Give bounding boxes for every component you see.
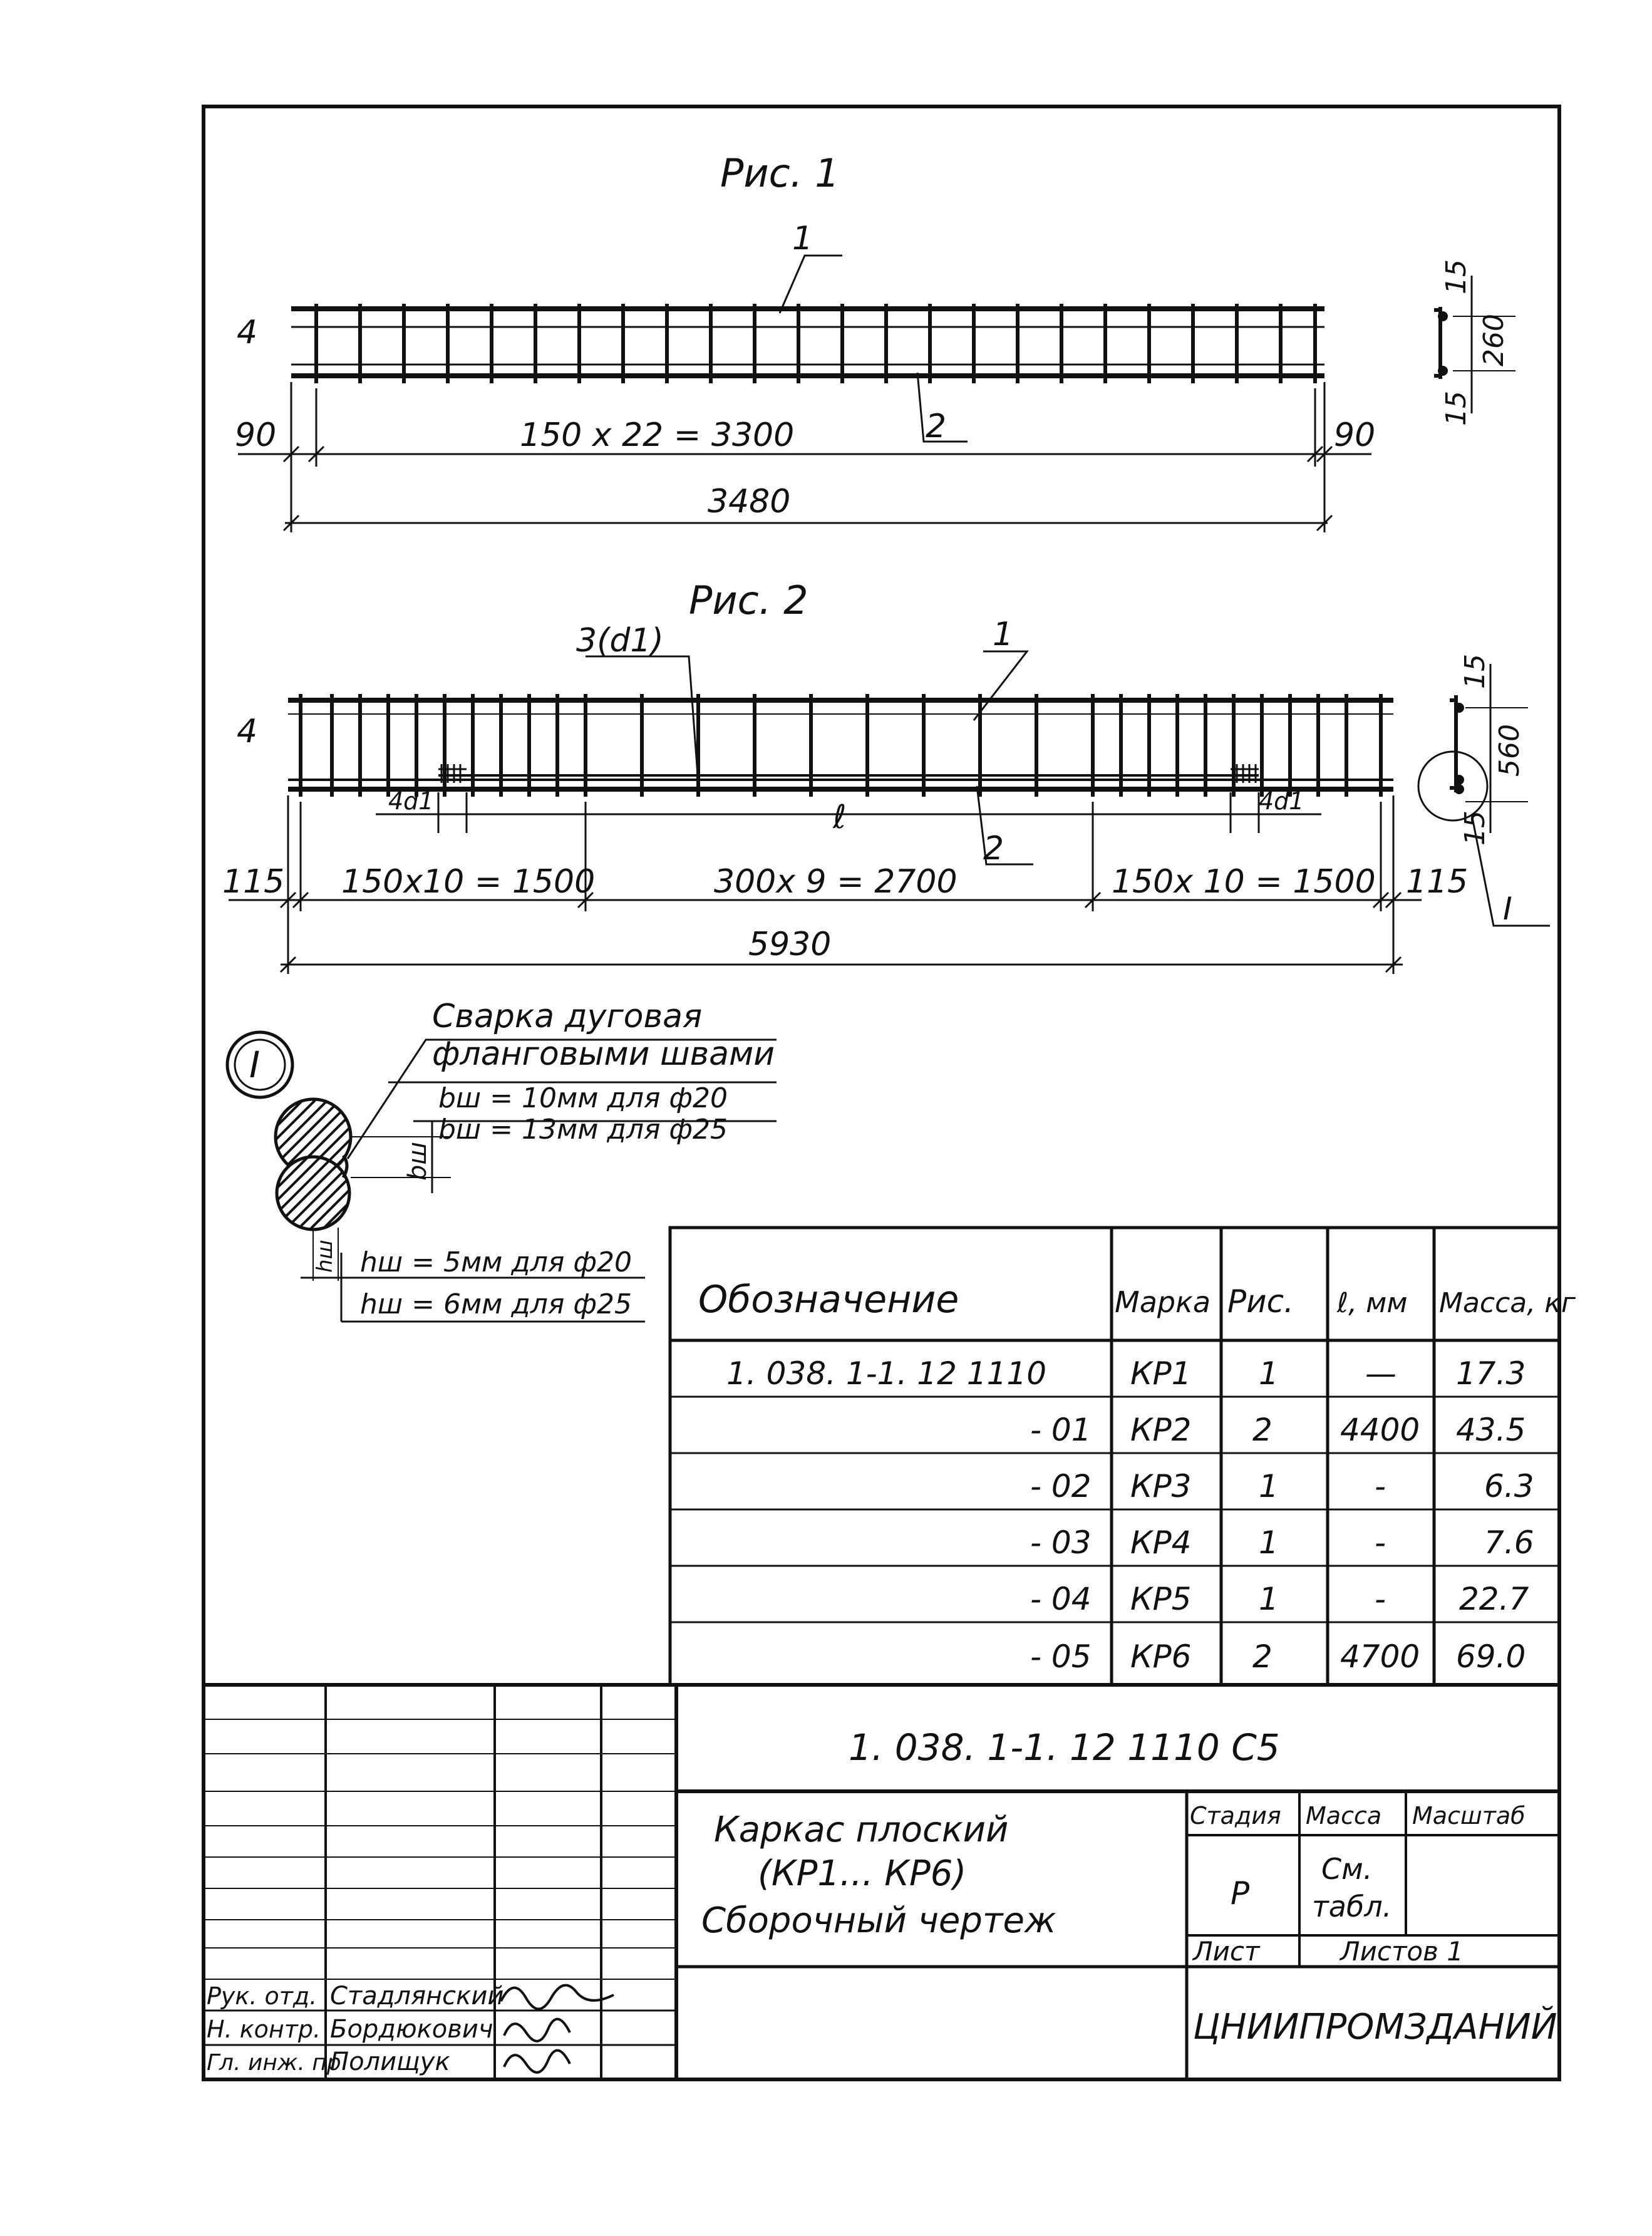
spec-table [670,1228,1576,1685]
stamp-stage-header: Стадия [1190,1802,1281,1830]
signature-2 [504,2019,570,2041]
stamp-sheets: Листов 1 [1340,1936,1464,1967]
spec-cell: КР2 [1130,1412,1192,1448]
spec-cell: КР6 [1130,1638,1192,1675]
stamp-name-person-1: Стадлянский [330,1982,504,2011]
stamp-name-person-3: Полищук [330,2047,450,2076]
stamp-mass-2: табл. [1312,1890,1392,1923]
fig2-dim-total: 5930 [748,926,832,963]
spec-cell: КР3 [1130,1468,1192,1504]
fig1-pos-2: 2 [926,408,947,445]
stamp-name-3: Сборочный чертеж [701,1900,1056,1941]
fig2-stirrups [301,694,1381,797]
spec-cell: - 05 [1030,1638,1092,1675]
fig1-sec-top: 15 [1440,259,1472,294]
spec-cell: - [1375,1468,1386,1504]
stamp-name-2: (КР1... КР6) [758,1853,967,1894]
fig1-title: Рис. 1 [720,150,840,196]
weld-note-1: Сварка дуговая [432,998,703,1035]
fig1-dim-mid: 150 x 22 = 3300 [520,417,795,454]
spec-cell: — [1365,1355,1396,1392]
fig2-dim-right: 115 [1406,863,1469,901]
title-block [204,1685,1559,2079]
spec-cell: 6.3 [1484,1468,1534,1504]
fig1-stirrups [316,304,1315,383]
weld-detail [227,998,777,1322]
fig2-title: Рис. 2 [689,577,808,623]
stamp-code: 1. 038. 1-1. 12 1110 С5 [849,1726,1280,1769]
figure-2 [222,577,1550,974]
fig2-sec-mid: 560 [1494,724,1526,777]
signature-3 [504,2051,570,2073]
fig2-lap-right: 4d1 [1259,787,1304,815]
weld-note-4: bш = 13мм для ф25 [438,1114,728,1146]
spec-cell: 4400 [1340,1412,1420,1448]
rebar-bottom-section [277,1157,349,1229]
stamp-sheet: Лист [1193,1936,1260,1967]
spec-cell: 1 [1259,1468,1279,1504]
fig2-pos-4: 4 [237,713,258,750]
spec-header-designation: Обозначение [698,1278,959,1322]
spec-cell: 1 [1259,1524,1279,1561]
fig1-sec-bot: 15 [1440,391,1472,426]
fig1-sec-mid: 260 [1478,314,1510,366]
weld-node-label: I [249,1043,261,1086]
spec-header-fig: Рис. [1227,1283,1294,1320]
spec-cell: КР1 [1130,1355,1192,1392]
spec-cell: КР5 [1130,1581,1192,1617]
stamp-org: ЦНИИПРОМЗДАНИЙ [1193,2007,1557,2047]
spec-header-length: ℓ, мм [1337,1287,1408,1319]
spec-cell: 69.0 [1456,1638,1526,1675]
fig1-pos-1: 1 [792,220,813,257]
spec-cell: 1 [1259,1355,1279,1392]
spec-cell: - [1375,1524,1386,1561]
fig2-pos-3: 3(d1) [576,622,664,660]
spec-cell: 2 [1252,1412,1273,1448]
weld-note-6: hш = 6мм для ф25 [360,1288,632,1320]
fig2-sec-bot: 15 [1459,810,1491,846]
weld-note-3: bш = 10мм для ф20 [438,1082,728,1114]
fig1-dimensions [238,382,1371,532]
fig2-dim-left: 115 [222,863,285,901]
figure-1 [235,150,1515,532]
stamp-scale-header: Масштаб [1412,1802,1526,1830]
spec-cell: КР4 [1130,1524,1192,1561]
spec-cell: 4700 [1340,1638,1420,1675]
fig2-pos-1: 1 [993,616,1014,653]
weld-bw-label: bш [403,1142,432,1181]
weld-hw-label: hш [312,1240,338,1273]
stamp-name-1: Каркас плоский [714,1809,1009,1850]
spec-header-mark: Марка [1115,1285,1211,1319]
stamp-mass-1: См. [1321,1852,1373,1886]
weld-note-5: hш = 5мм для ф20 [360,1246,632,1278]
fig2-lap-left: 4d1 [388,787,434,815]
weld-note-2: фланговыми швами [432,1035,775,1073]
signature-1 [501,1985,614,2009]
sheet-frame [204,106,1559,2079]
fig1-section [1434,259,1515,426]
spec-cell: - 02 [1030,1468,1092,1504]
fig1-dim-right: 90 [1334,417,1376,454]
fig2-dim-seg3: 150x 10 = 1500 [1112,863,1376,901]
stamp-role-2: Н. контр. [207,2016,321,2043]
stamp-stage: Р [1231,1875,1250,1912]
stamp-name-person-2: Бордюкович [330,2015,493,2044]
fig2-pos-2: 2 [983,830,1004,867]
fig2-length-l: ℓ [833,799,847,836]
spec-cell: 7.6 [1484,1524,1534,1561]
spec-cell: - 04 [1030,1581,1092,1617]
stamp-role-1: Рук. отд. [207,1982,317,2010]
fig1-dim-left: 90 [235,417,277,454]
spec-cell: 43.5 [1456,1412,1526,1448]
stamp-mass-header: Масса [1306,1802,1382,1830]
stamp-role-3: Гл. инж. пр. [207,2050,349,2076]
fig1-pos-4: 4 [237,314,258,351]
fig2-dim-seg1: 150x10 = 1500 [341,863,596,901]
spec-cell: 17.3 [1456,1355,1526,1392]
spec-cell: 1 [1259,1581,1279,1617]
fig1-leader-1 [780,256,842,313]
spec-cell: 22.7 [1459,1581,1529,1617]
fig2-dim-seg2: 300x 9 = 2700 [714,863,958,901]
fig2-node-label: I [1503,891,1512,927]
fig1-dim-total: 3480 [708,483,791,520]
spec-cell: - [1375,1581,1386,1617]
spec-header-mass: Масса, кг [1439,1287,1576,1319]
spec-cell: 2 [1252,1638,1273,1675]
spec-cell: - 03 [1030,1524,1092,1561]
fig2-sec-top: 15 [1459,654,1491,689]
spec-cell: - 01 [1030,1412,1092,1448]
spec-cell: 1. 038. 1-1. 12 1110 [726,1355,1047,1392]
fig2-lap-dims [376,792,1321,833]
